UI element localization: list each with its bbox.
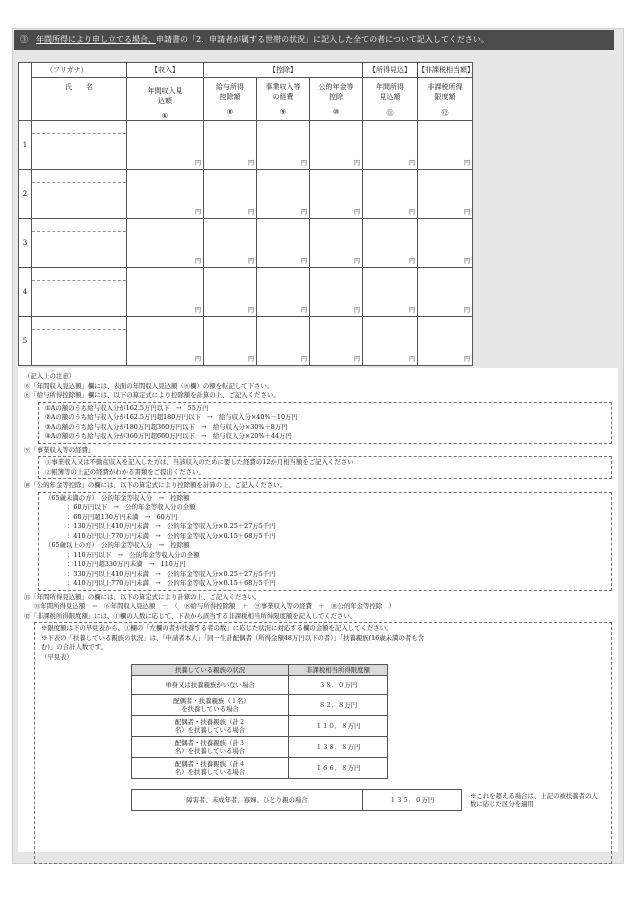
amount-field[interactable]: 円 bbox=[204, 121, 257, 170]
note-9: ⑨「事業収入等の経費」 bbox=[24, 445, 95, 454]
amount-field[interactable]: 円 bbox=[127, 268, 204, 317]
limit-group-header: 【非課税相当額】 bbox=[418, 63, 473, 78]
quick-table-title: （早見表） bbox=[41, 652, 73, 661]
table-row: 1 円 円 円 円 円 円 bbox=[19, 121, 473, 170]
name-field[interactable] bbox=[32, 121, 127, 170]
amount-field[interactable]: 円 bbox=[418, 317, 473, 366]
table-row: 4 円 円 円 円 円 円 bbox=[19, 268, 473, 317]
note-8-box: ①Aの額のうち給与収入分が162.5万円以下 → 55万円 ②Aの額のうち給与収入分が162.5万円超180万円以下 → 給与収入分×40%－10万円 ③Aの額のうち給与収入分が180万円超360万円以下 → 給与収入分×30%＋8万円 ④Aの額のうち給与収入分が360万円超660万円以下 → 給与収入分×20%＋44万円 bbox=[38, 402, 612, 444]
table-row: 配偶者・扶養親族（計３名）を扶養している場合 １３８．８万円 bbox=[132, 737, 388, 758]
table-row: 2 円 円 円 円 円 円 bbox=[19, 170, 473, 219]
name-field[interactable] bbox=[32, 219, 127, 268]
amount-field[interactable]: 円 bbox=[363, 170, 418, 219]
banner-underlined: 年間所得により申し立てる場合、 bbox=[36, 35, 156, 44]
amount-field[interactable]: 円 bbox=[310, 317, 363, 366]
table-row: 3 円 円 円 円 円 円 bbox=[19, 219, 473, 268]
note-11-formula: ⑪年間所得見込額 ＝ ⑥年間収入見込額 － （ ⑧給与所得控除額 ＋ ⑨事業収入等の経費 ＋ ⑩公的年金等控除 ） bbox=[34, 602, 396, 610]
amount-field[interactable]: 円 bbox=[363, 317, 418, 366]
amount-field[interactable]: 円 bbox=[418, 170, 473, 219]
amount-field[interactable]: 円 bbox=[418, 121, 473, 170]
deduction-group-header: 【控除】 bbox=[204, 63, 363, 78]
name-field[interactable] bbox=[32, 317, 127, 366]
furigana-header: （フリガナ） bbox=[32, 63, 127, 78]
amount-field[interactable]: 円 bbox=[418, 219, 473, 268]
table-row: 配偶者・扶養親族（計２名）を扶養している場合 １１０．８万円 bbox=[132, 716, 388, 737]
instructions bbox=[18, 368, 618, 852]
amount-field[interactable]: 円 bbox=[127, 121, 204, 170]
income-group-header: 【収入】 bbox=[127, 63, 204, 78]
table-row: 配偶者・扶養親族（計４名）を扶養している場合 １６６．８万円 bbox=[132, 758, 388, 779]
note-8: ⑧「給与所得控除額」欄には、以下の算定式により控除額を計算の上、ご記入ください。 bbox=[24, 391, 280, 399]
note-11: ⑪「年間所得見込額」の欄には、以下の算定式により計算の上、ご記入ください。 bbox=[24, 592, 261, 601]
note-10-box: （65歳未満の方） 公的年金等収入分 → 控除額 ：60万円以下 → 公的年金等収入分の全額 ：60万円超130万円未満 → 60万円 ：130万円以上410万円未満 → 公的年金等収入分×0.25＋27万5千円 ：410万円以上770万円未満 → 公的年金等収入分×0.15＋68万5千円 （65歳以上の方） 公的年金等収入分 → 控除額 ：110万円以下 → 公的年金等収入分の全額 ：110万円超330万円未満 → 110万円 ：330万円以上410万円未満 → 公的年金等収入分×0.25＋27万5千円 ：410万円以上770万円未満 → 公的年金等収入分×0.15＋68万5千円 bbox=[38, 492, 612, 591]
amount-field[interactable]: 円 bbox=[257, 268, 310, 317]
amount-field[interactable]: 円 bbox=[204, 219, 257, 268]
amount-field[interactable]: 円 bbox=[363, 219, 418, 268]
note-12-box: ※限度額は下の早見表から、①欄の「左欄の者が扶養する者の数」に応じた状況に対応する欄の金額を記入してください。 ※下表の「扶養している親族の状況」は、「申請者本人」「同一生計配偶者（所得金額48万円以下の者）」「扶養親族(16歳未満の者も含 む)」の合計人数です。 （早見表） 扶養している親族の状況 非課税相当所得限度額 単身又は扶養親族がいない場合 ３８．０万円 配偶者・扶養親族（１名）を扶養している場合 ８２．８万円 配偶者・扶養親族（計２名）を扶養している場合 １１０．８万円 配偶者・扶養親族（計３名）を扶養している場合 １３８．８万円 配偶者・扶養親族（計４名）を扶養している場合 １６６．８万円 障害者、未成年者、寡婦、ひとり親の場合 １３５．０万円 ※これを超える場合は、上記の被扶養者の人数に応じた区分を適用 bbox=[34, 622, 612, 864]
name-field[interactable] bbox=[32, 268, 127, 317]
estimate-group-header: 【所得見込】 bbox=[363, 63, 418, 78]
quick-table-extra bbox=[131, 789, 605, 811]
income-table bbox=[18, 62, 473, 366]
amount-field[interactable]: 円 bbox=[204, 268, 257, 317]
amount-field[interactable]: 円 bbox=[204, 317, 257, 366]
name-field[interactable] bbox=[32, 170, 127, 219]
note-12: ⑫「非課税所得限度額」には、①欄の人数に応じて、下表から該当する非課税相当所得限度額を記入してください。 bbox=[24, 611, 357, 620]
banner-number: ③ bbox=[20, 35, 28, 44]
table-row: 配偶者・扶養親族（１名）を扶養している場合 ８２．８万円 bbox=[132, 695, 388, 716]
note-6: ⑥「年間収入見込額」欄には、表面の年間収入見込額（⑥欄）の額を転記して下さい。 bbox=[24, 381, 274, 390]
amount-field[interactable]: 円 bbox=[127, 317, 204, 366]
amount-field[interactable]: 円 bbox=[257, 121, 310, 170]
amount-field[interactable]: 円 bbox=[310, 170, 363, 219]
col-nontax-limit: 非課税所得限度額 ⑫ bbox=[418, 78, 473, 121]
note-9-box: ①事業収入又は不動産収入を記入した方は、当該収入のために要した経費の12か月相当額をご記入ください ②帳簿等の上記の経費がわかる書類をご提出ください。 bbox=[38, 456, 612, 479]
amount-field[interactable]: 円 bbox=[127, 219, 204, 268]
section-banner bbox=[14, 30, 614, 50]
col-pension-deduction: 公的年金等控除 ⑩ bbox=[310, 78, 363, 121]
amount-field[interactable]: 円 bbox=[127, 170, 204, 219]
name-header: 氏 名 bbox=[32, 78, 127, 121]
notes-heading: （記入上の注意） bbox=[24, 372, 76, 380]
col-business-expense: 事業収入等の経費 ⑨ bbox=[257, 78, 310, 121]
amount-field[interactable]: 円 bbox=[363, 268, 418, 317]
table-row: 単身又は扶養親族がいない場合 ３８．０万円 bbox=[132, 676, 388, 695]
quick-table: 扶養している親族の状況 非課税相当所得限度額 単身又は扶養親族がいない場合 ３８．０万円 配偶者・扶養親族（１名）を扶養している場合 ８２．８万円 配偶者・扶養親族（計２名）を扶養している場合 １１０．８万円 配偶者・扶養親族（計３名）を扶養している場合 １３８．８万円 配偶者・扶養親族（計４名）を扶養している場合 １６６．８万円 bbox=[131, 664, 388, 779]
amount-field[interactable]: 円 bbox=[257, 317, 310, 366]
col-annual-estimate: 年間所得見込額 ⑪ bbox=[363, 78, 418, 121]
banner-text: 申請書の「2．申請者が属する世帯の状況」に記入した全ての者について記入してください。 bbox=[156, 35, 489, 44]
amount-field[interactable]: 円 bbox=[257, 219, 310, 268]
table-row: 障害者、未成年者、寡婦、ひとり親の場合 １３５．０万円 ※これを超える場合は、上記の被扶養者の人数に応じた区分を適用 bbox=[132, 790, 606, 811]
amount-field[interactable]: 円 bbox=[310, 121, 363, 170]
amount-field[interactable]: 円 bbox=[204, 170, 257, 219]
amount-field[interactable]: 円 bbox=[418, 268, 473, 317]
amount-field[interactable]: 円 bbox=[257, 170, 310, 219]
amount-field[interactable]: 円 bbox=[310, 219, 363, 268]
amount-field[interactable]: 円 bbox=[310, 268, 363, 317]
amount-field[interactable]: 円 bbox=[363, 121, 418, 170]
table-row: 5 円 円 円 円 円 円 bbox=[19, 317, 473, 366]
note-10: ⑩「公的年金等控除」の欄には、以下の算定式により控除額を計算の上、ご記入ください。 bbox=[24, 481, 287, 489]
col-annual-income: 年間収入見込額 ⑥ bbox=[127, 78, 204, 121]
col-salary-deduction: 給与所得控除額 ⑧ bbox=[204, 78, 257, 121]
